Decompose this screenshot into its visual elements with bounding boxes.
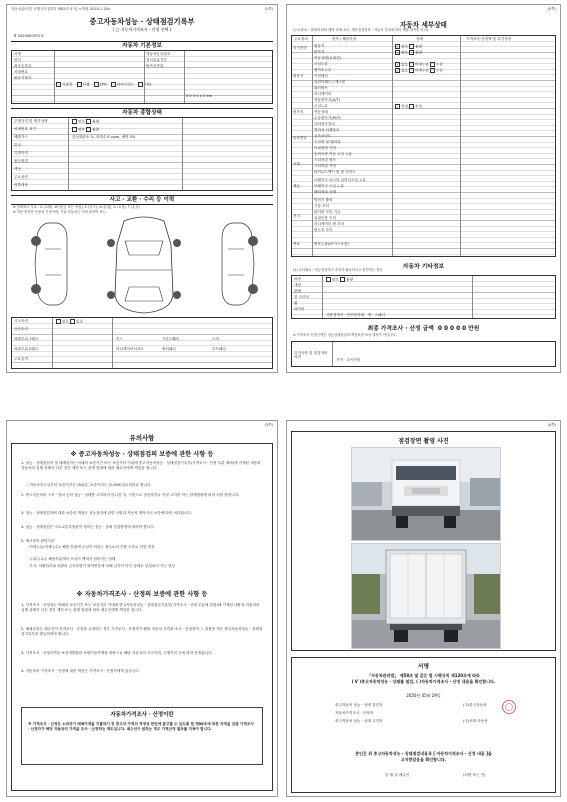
price-definition-box — [21, 707, 263, 765]
status-row-label: 튜닝 — [14, 143, 21, 147]
damage-row-label: 사고이력 — [14, 319, 28, 323]
part-item: 라디에이터서포트 — [116, 347, 144, 351]
status-options[interactable]: 양호 불량 — [72, 119, 99, 125]
price-note: ※ 가격조사·산정금액은 성능상태점검의 책임보험 보상 대상이 아닙니다. — [293, 333, 397, 337]
damage-history-title: 사고 · 교환 · 수리 등 이력 — [11, 195, 273, 205]
gas-value: 일산화탄소 %, 탄화수소 ppm, 매연 0% — [72, 135, 136, 139]
etc-info-title: 자동차 기타정보 — [402, 264, 445, 270]
etc-options[interactable]: 양호 불량 — [326, 277, 353, 283]
item-label: 원동기 — [314, 44, 325, 48]
general-status-table — [11, 117, 273, 191]
item-label: 등속조인트 — [314, 134, 332, 138]
field-label: 차명 — [14, 52, 21, 56]
item-label: 변속기 — [314, 50, 325, 54]
item-label: 스티어링 펌프 — [314, 158, 336, 162]
warranty-para: · 미세누유(미세누수): 해당 부품에 오일이 비치는 정도로서 부품 노후로 인한 현상 — [27, 545, 155, 549]
warranty-para: 4. 성능 · 상태점검은 국토교통부장관이 정하는 성능 · 상태 점검방법에 따라야 합니다. — [21, 525, 155, 529]
photo-signature-page-4 — [286, 420, 561, 797]
signer-role: 중고자동차 성능 · 상태 점검자 — [335, 703, 383, 707]
item-label: 기어변속장치 — [314, 122, 335, 126]
page-number: (2쪽) — [547, 7, 556, 11]
official-seal — [501, 699, 517, 715]
group-label: 전기 — [293, 214, 300, 218]
status-row-label: 색상 — [14, 167, 21, 171]
etc-row-label: 외장 — [294, 277, 301, 281]
status-options[interactable]: ✓ 양호 불량 — [396, 50, 423, 55]
etc-row-label: 내장 — [294, 283, 301, 287]
field-label: 최초등록일 — [14, 64, 32, 68]
item-label: 오일누유 — [314, 104, 328, 108]
damage-options[interactable]: 없음 있음 — [56, 319, 83, 325]
final-price-value: 0 0 0 0 0 만원 — [437, 326, 480, 332]
item-label: 연료누출(LP가스포함) — [314, 242, 349, 246]
group-label: 동력전달 — [293, 136, 307, 140]
field-label: 원동기형식 — [14, 76, 32, 80]
status-options[interactable]: ✓ 없음 미세누유 누유 — [396, 62, 444, 67]
item-label: 커먼레일 — [314, 74, 328, 78]
final-price-title: 최종 가격조사 · 산정 금액 0 0 0 0 0 만원 — [367, 326, 480, 332]
part-item: 후드 — [116, 337, 123, 341]
warranty-para: 3. 성능 · 상태점검자에 대한 보증의 책임은 성능점검에 관한 사항과 자동차 제작사의 보증에 따라 처리됩니다. — [21, 511, 192, 515]
damage-note: ※ 상태표시 부호 : X (교환), W (판금 또는 용접), C (부식), A (흠집), U (요철), T (손상) — [13, 205, 140, 209]
form-reference: 자동차관리법 시행규칙 [별지 제82호서식] <개정 2018.1.18> — [11, 7, 111, 11]
price-definition-title: 자동차가격조사 · 산정이란 — [110, 712, 174, 718]
item-label: 냉각수누수 — [314, 68, 332, 72]
buyer-label: 년 월 일 매수인 — [385, 773, 410, 777]
status-row-label: 차대번호 표기 — [14, 127, 36, 131]
basic-info-title: 자동차 기본정보 — [11, 41, 273, 51]
price-para: 3. 가격조사 · 산정가격은 보험개발원의 차량기준가액을 바탕으로 해당 자동차의 사고이력, 주행거리 등에 따라 산정됩니다. — [21, 651, 213, 655]
car-top-diagram — [89, 215, 199, 315]
group-label: 자기진단 — [293, 46, 307, 50]
page-number: (4쪽) — [547, 423, 556, 427]
status-row-label: 리콜대상 — [14, 183, 28, 187]
item-label: 시동 모터 — [314, 204, 330, 208]
inspector-opinion-box — [291, 341, 556, 367]
basic-info-table — [11, 50, 273, 104]
warranty-para: - 자동차인도일부터 보증기간은 (30)일, 보증거리는 (2,000)킬로미터로 합니다. — [27, 483, 152, 487]
warranty-para: · 부식: 차량하부와 외판의 금속표면이 화학반응에 의해 금속이 아닌 상태로 상실되어 가는 현상 — [27, 564, 175, 568]
record-number: 제 0420000972호 — [13, 34, 44, 38]
basic-items: 사용설명서 · 안전삼각대 · 잭 · 스패너 — [326, 313, 385, 317]
item-label: 자동변속기(A/T) — [314, 98, 341, 102]
item-label: 윈도우 모터 — [314, 228, 333, 232]
field-label: 연식 — [14, 58, 21, 62]
field-label: 검사유효기간 — [146, 58, 167, 62]
inspection-record-page-2 — [286, 4, 561, 373]
column-header: 항목 / 해당부품 — [332, 37, 357, 41]
warranty-para: 1. 성능 · 상태점검자 및 매매업자는 아래의 보증기간 또는 보증거리 이내에 중고자동차성능 · 상태점검기록부(가격조사 · 산정 부분 제외)에 기재된 내용과 자동차의 실제 상태가 다른 경우 계약 또는 관계 법령에 따라 매수인에게 책임을 집니다. — [21, 461, 261, 471]
etc-row-label: 광택 — [294, 289, 301, 293]
etc-info-table — [291, 275, 556, 319]
status-row-label: 용도변경 — [14, 159, 28, 163]
page-number: (1쪽) — [264, 7, 273, 11]
buyer-signature-field[interactable]: (서명 또는 인) — [463, 773, 486, 777]
part-item: 프론트휀더 — [162, 337, 180, 341]
item-label: 발전기 출력 — [314, 198, 333, 202]
mileage-value: 0 0 0 0 0 0 km — [186, 94, 213, 98]
truck-front-photo — [351, 447, 501, 541]
status-options[interactable]: 양호 불량 — [72, 127, 99, 133]
detail-status-table — [291, 35, 556, 257]
item-label: 실내송풍 모터 — [314, 216, 336, 220]
group-label: 변속기 — [293, 110, 304, 114]
detail-note: (주요장치 : 상태에 따라 해당 칸에 표시, 세부점검항목 : 자동차 특성에 따라 해당 항목만 표시) — [293, 28, 429, 32]
damage-note: ※ 하단 항목은 승용차 기준이며, 기타 자동차는 이에 준하여 표시 — [13, 210, 106, 214]
parts-row-label: 외판부위 2랭크 — [14, 347, 39, 351]
notice-page-3 — [6, 420, 278, 797]
item-label: 클러치 어셈블리 — [314, 128, 340, 132]
column-header: 상태 — [416, 37, 423, 41]
status-options[interactable]: ✓ 양호 불량 — [396, 44, 423, 49]
item-label: 라디에이터 — [314, 92, 332, 96]
item-label: 배력장치 상태 — [314, 190, 336, 194]
status-options[interactable]: ✓ 없음 미세누유 누유 — [396, 68, 444, 73]
price-warranty-title: ※ 자동차가격조사 · 산정의 보증에 관한 사항 등 — [76, 591, 208, 598]
warranty-para: 5. 체크항목 판단기준 — [21, 539, 55, 543]
status-row-label: 특별이력 — [14, 151, 28, 155]
page-number: (3쪽) — [264, 423, 273, 427]
group-label: 연료 — [293, 242, 300, 246]
page-title: 중고자동차성능 · 상태점검기록부 — [89, 17, 195, 26]
warranty-para: 2. 중고자동차의 구조 · 장치 등의 성능 · 상태를 고지하지 아니한 자, 거짓으로 점검하거나 거짓 고지한 자는 관계법령에 따라 처벌 받습니다. — [21, 493, 240, 497]
signature-statement: ( V )중고자동차성능 · 상태를 점검, ( )자동차가격조사 · 산정 내용을 확인합니다. — [351, 679, 496, 684]
item-label: 수동변속기(M/T) — [314, 116, 341, 120]
item-label: 작동상태 — [314, 110, 328, 114]
car-left-side-diagram — [27, 219, 77, 309]
photo-section-title: 점검장면 촬영 사진 — [398, 438, 449, 445]
status-row-label: 주행거리 및 계기상태 — [14, 119, 48, 123]
status-options[interactable]: ✓ 적정 부족 — [396, 104, 423, 109]
part-item: 루프패널 — [212, 347, 226, 351]
signature-title: 서명 — [417, 664, 430, 670]
price-definition-text: ※ 가격조사 · 산정은 소비자가 매매가격을 지불하기 전 중고차 가격의 적정성 판단에 참고할 수 있도록 법 제58조에 따른 자격을 갖춘 가격조사 · 산정자가 해당 자동차의 가격을 조사 · 산정하는 제도입니다. 매수인이 원하는 경우 가격산정 절차를 거쳐야 합니다. — [28, 722, 254, 732]
field-label: 변속기종류 — [146, 64, 164, 68]
inspection-record-page-1 — [6, 4, 278, 373]
signer-role: 중고자동차 성능 · 상태 고지자 — [335, 719, 383, 723]
detail-status-title: 자동차 세부상태 — [400, 21, 447, 29]
buyer-confirmation: 본인은 위 중고자동차성능 · 상태점검내용과 [ 자동차가격조사 · 산정 내용 ]을 — [355, 751, 492, 756]
signature-statement: 「자동차관리법」 제58조 및 같은 법 시행규칙 제120조에 따라 — [367, 673, 480, 678]
item-label: 라디에이터 팬 모터 — [314, 222, 345, 226]
item-label: 디퍼렌셜 기어 — [314, 146, 336, 150]
item-label: 스티어링 기어 — [314, 164, 336, 168]
column-header: 주요장치 — [294, 37, 308, 41]
etc-row-label: 타이어 — [294, 307, 305, 311]
signature-date: 2020년 05월 29일 — [406, 693, 441, 698]
parts-row-label: 주요골격 — [14, 357, 28, 361]
part-item: 도어 — [212, 337, 219, 341]
column-header: 가격조사·산정액 및 특기사항 — [466, 37, 512, 41]
group-label: 조향 — [293, 162, 300, 166]
status-row-label: 주요옵션 — [14, 175, 28, 179]
item-label: 작동상태(공회전) — [314, 56, 342, 60]
truck-rear-photo — [351, 543, 501, 649]
warranty-section-title: ※ 중고자동차성능 · 상태점검의 보증에 관한 사항 등 — [70, 451, 214, 458]
notice-title: 유의사항 — [129, 434, 155, 442]
warranty-para: · 누유(누수): 해당부분에서 오일이 맺혀서 떨어지는 상태 — [27, 557, 116, 561]
signer-name: (주)한국자동차 — [463, 703, 487, 707]
price-para: 4. 자동차의 가격조사 · 산정에 대한 책임은 가격조사 · 산정자에게 있습니다. — [21, 669, 140, 673]
parts-table — [11, 317, 273, 369]
group-label: 원동기 — [293, 74, 304, 78]
inspector-sub-label: 가격 · 특이사항 — [336, 358, 361, 362]
etc-note: (1) 수리필요 : 성능점검자가 수리가 필요하다고 판단하는 경우 — [293, 268, 383, 272]
item-label: 실린더헤드 / 개스킷 — [314, 80, 346, 84]
fuel-options[interactable]: 가솔린 디젤 LPG 하이브리드 기타 — [56, 82, 151, 88]
item-label: 추진축 및 베어링 — [314, 140, 341, 144]
item-label: 동력조향 작동 오일 누유 — [314, 152, 353, 156]
parts-row-label: 외판부위 1랭크 — [14, 337, 39, 341]
item-label: 워터펌프 — [314, 86, 328, 90]
group-label: 제동 — [293, 184, 300, 188]
signer-role: 자동차가격조사 · 산정자 — [335, 711, 374, 715]
general-status-title: 자동차 종합상태 — [11, 108, 273, 118]
etc-row-label: 휠 — [294, 301, 298, 305]
signer-name: (주)현대 자동차 — [463, 719, 488, 723]
etc-row-label: 룸 크리닝 — [294, 295, 310, 299]
price-para: 1. 가격조사 · 산정자는 아래의 보증기간 또는 보증거리 이내에 중고자동차성능 · 상태점검기록부(가격조사 · 산정 부분에 한함)에 기재된 내용과 자동차의 실제 상태가 다른 경우 계약 또는 관계 법령에 따라 매수인에게 책임을 집니다. — [21, 603, 260, 613]
field-label: 자동차등록번호 — [146, 52, 171, 56]
item-label: 브레이크 오일 누유 — [314, 184, 345, 188]
price-para: 2. 매매업자는 매수인이 가격조사 · 산정을 요청하는 경우 가격조사 · 산정자가 해당 자동차 가격을 조사 · 산정하여 그 내용을 적은 중고자동차성능 · 상태점검기록부를 발급하여야 합니다. — [21, 627, 263, 637]
item-label: 타이로드엔드 및 볼 조인트 — [314, 170, 356, 174]
buyer-confirmation: 고지받았음을 확인합니다. — [400, 757, 447, 762]
damage-row-label: 단순수리 — [14, 327, 28, 331]
price-check-option[interactable]: ( □ 자동차가격조사 · 산정 선택 ) — [112, 27, 172, 32]
part-item: 쿼터패널 — [162, 347, 176, 351]
item-label: 와이퍼 모터 기능 — [314, 210, 341, 214]
item-label: 오일누유 — [314, 62, 328, 66]
status-row-label: 배출가스 — [14, 135, 28, 139]
item-label: 브레이크 마스터 실린더오일 누유 — [314, 178, 367, 182]
inspector-opinion-label: 특이사항 및 점검자의 의견 — [294, 351, 328, 359]
field-label: 차대번호 — [14, 70, 28, 74]
car-right-side-diagram — [212, 219, 262, 309]
